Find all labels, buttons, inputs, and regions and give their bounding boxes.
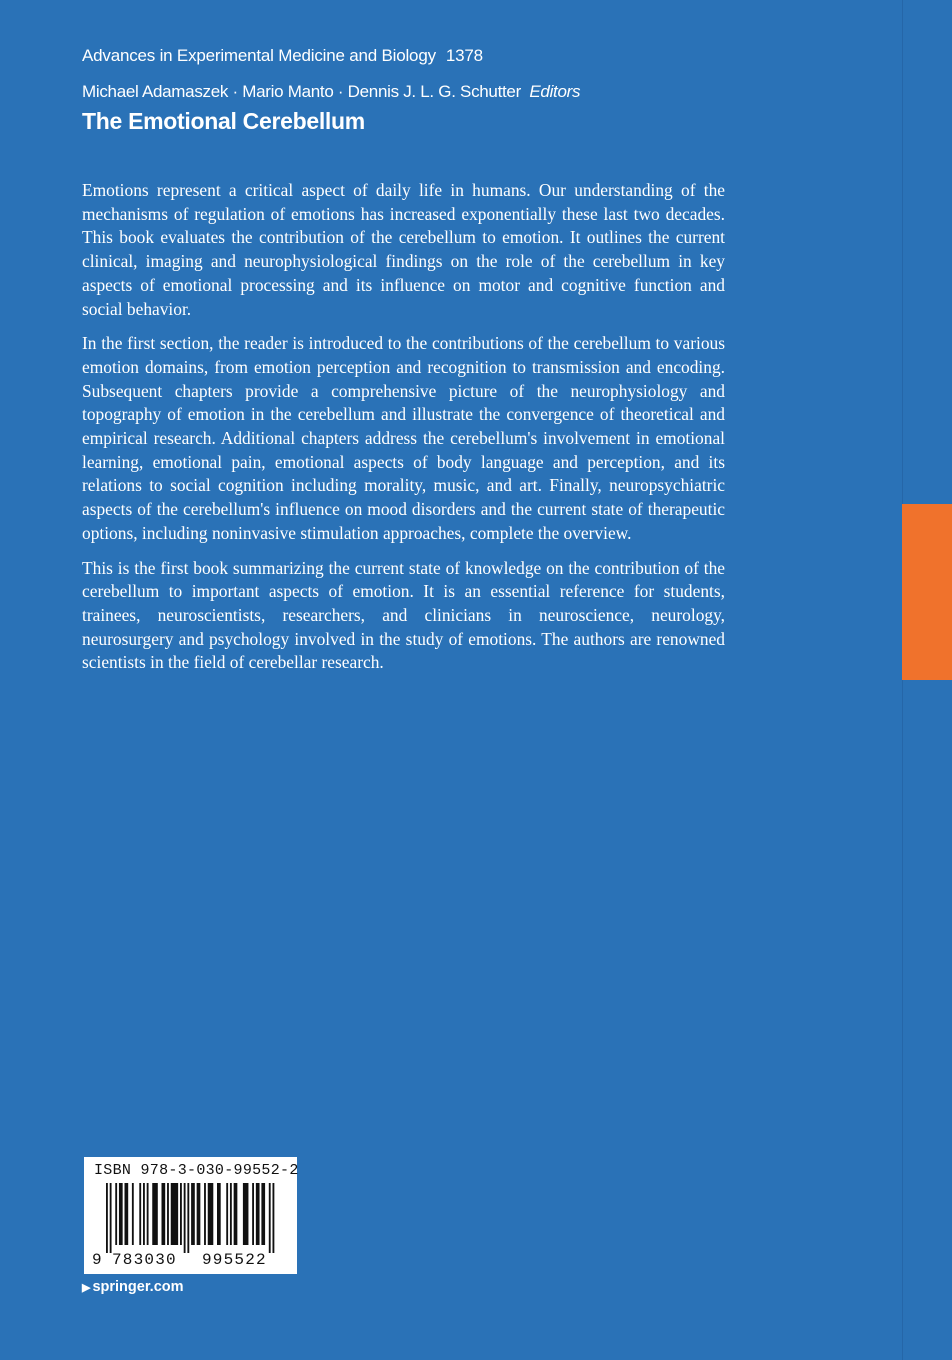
isbn-barcode — [84, 1157, 297, 1274]
description-paragraph-1: Emotions represent a critical aspect of daily life in humans. Our understanding of the mechanisms of regulation of emotions has increased exponentially these last two decades. This book evaluates the contribution of the cerebellum to emotion. It outlines the current clinical, imaging and neurophysiological findings on the role of the cerebellum in key aspects of emotional processing and its influence on motor and cognitive function and social behavior. — [82, 180, 725, 319]
barcode-bar — [152, 1183, 158, 1245]
series-name: Advances in Experimental Medicine and Biology — [82, 46, 436, 65]
barcode-bar — [119, 1183, 123, 1245]
barcode-digits-left: 783030 — [112, 1251, 177, 1269]
barcode-bar — [110, 1183, 112, 1253]
isbn-label: ISBN 978-3-030-99552-2 — [94, 1162, 299, 1179]
series-line — [82, 46, 483, 66]
barcode-bar — [187, 1183, 189, 1253]
barcode-bar — [132, 1183, 134, 1245]
editors-line — [82, 82, 580, 102]
book-description — [82, 179, 725, 686]
barcode-bar — [197, 1183, 201, 1245]
barcode-bar — [273, 1183, 275, 1253]
series-volume: 1378 — [445, 46, 483, 65]
triangle-right-icon: ▶ — [82, 1282, 91, 1294]
publisher-link[interactable] — [82, 1279, 184, 1295]
barcode-bar — [261, 1183, 265, 1245]
publisher-url: springer.com — [92, 1279, 184, 1295]
editors-role: Editors — [529, 82, 581, 101]
spine-edge — [902, 0, 952, 1360]
barcode-bar — [171, 1183, 178, 1245]
barcode-bar — [204, 1183, 206, 1245]
editor-names: Michael Adamaszek · Mario Manto · Dennis J. L. G. Schutter — [82, 82, 521, 101]
barcode-bar — [184, 1183, 186, 1253]
barcode-bar — [191, 1183, 195, 1245]
barcode-bar — [139, 1183, 141, 1245]
barcode-bar — [226, 1183, 228, 1245]
barcode-bar — [180, 1183, 182, 1245]
barcode-bar — [252, 1183, 254, 1245]
barcode-bar — [243, 1183, 249, 1245]
barcode-bar — [269, 1183, 271, 1253]
barcode-bar — [125, 1183, 129, 1245]
barcode-bar — [217, 1183, 221, 1245]
description-paragraph-3: This is the first book summarizing the current state of knowledge on the contribution of the cerebellum to important aspects of emotion. It is an essential reference for students, trainees, neuroscientists, researchers, and clinicians in neuroscience, neurology, neurosurgery and psychology involved in the study of emotions. The authors are renowned scientists in the field of cerebellar research. — [82, 557, 725, 673]
barcode-bar — [115, 1183, 117, 1245]
barcode-bar — [162, 1183, 166, 1245]
barcode-bar — [234, 1183, 238, 1245]
barcode-bar — [230, 1183, 232, 1245]
orange-accent-tab — [902, 504, 952, 680]
description-paragraph-2: In the first section, the reader is introduced to the contributions of the cerebellum to various emotion domains, from emotion perception and recognition to transmission and encoding. Subsequent chapters provide a comprehensive picture of the neurophysiology and topography of emotion in the cerebellum and illustrate the convergence of theoretical and empirical research. Additional chapters address the cerebellum's involvement in emotional learning, emotional pain, emotional aspects of body language and perception, and its relations to social cognition including morality, music, and art. Finally, neuropsychiatric aspects of the cerebellum's influence on mood disorders and the current state of therapeutic options, including noninvasive stimulation approaches, complete the overview. — [82, 333, 725, 543]
barcode-bar — [167, 1183, 169, 1245]
barcode-digit-first: 9 — [92, 1251, 102, 1269]
barcode-bar — [106, 1183, 108, 1253]
barcode-bar — [147, 1183, 149, 1245]
barcode-bar — [208, 1183, 214, 1245]
book-title: The Emotional Cerebellum — [82, 108, 365, 134]
barcode-bar — [143, 1183, 145, 1245]
barcode-bars — [106, 1183, 284, 1253]
barcode-bar — [256, 1183, 260, 1245]
barcode-digits-right: 995522 — [202, 1251, 267, 1269]
